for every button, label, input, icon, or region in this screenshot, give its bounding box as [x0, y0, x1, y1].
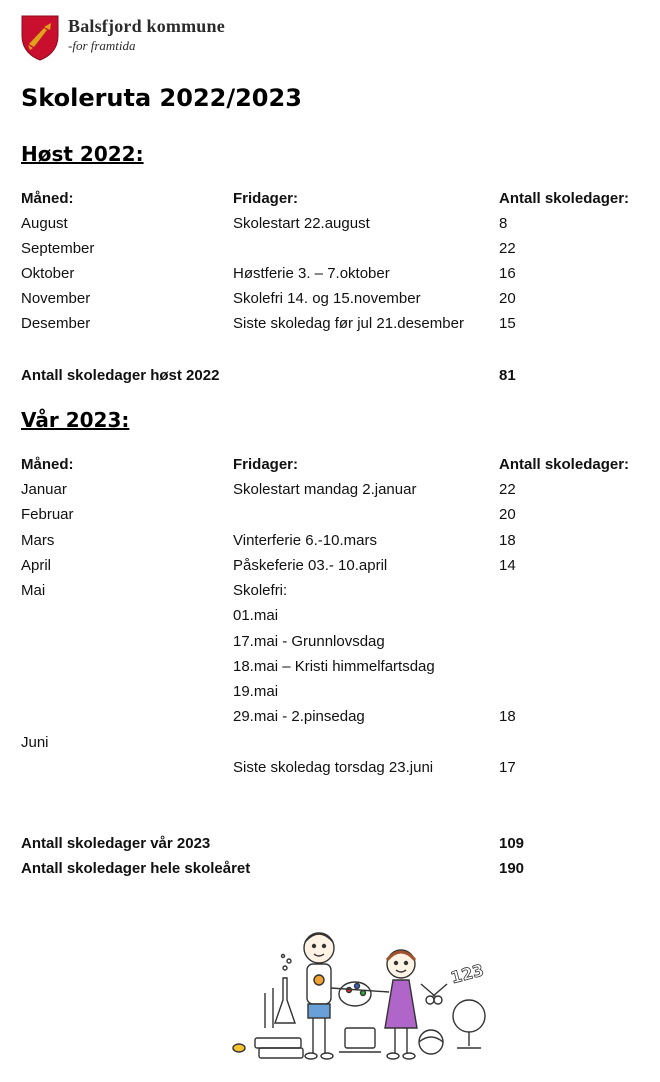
table-row [21, 605, 641, 627]
boy-head [304, 933, 334, 963]
flask-icon [275, 978, 295, 1023]
days-cell: 22 [499, 481, 516, 498]
holidays-cell: Skolestart 22.august [233, 215, 370, 232]
holidays-cell: Siste skoledag torsdag 23.juni [233, 759, 434, 776]
holidays-cell: 01.mai [233, 607, 279, 624]
holidays-cell: Skolefri 14. og 15.november [233, 290, 421, 307]
numbers-label: 123 [448, 960, 486, 988]
table-row [21, 757, 641, 779]
spring-header-row [21, 454, 641, 476]
total-value: 81 [499, 367, 516, 384]
month-cell: September [21, 240, 95, 257]
days-cell: 8 [499, 215, 508, 232]
holidays-cell: 18.mai – Kristi himmelfartsdag [233, 658, 435, 675]
holidays-cell: Høstferie 3. – 7.oktober [233, 265, 390, 282]
municipality-header [20, 14, 225, 62]
municipality-tagline: -for framtida [68, 38, 136, 53]
year-total-value: 190 [499, 860, 525, 877]
days-cell: 18 [499, 532, 516, 549]
month-cell: August [21, 215, 68, 232]
holidays-cell: 19.mai [233, 683, 279, 700]
col-month-header: Måned: [21, 190, 74, 207]
table-row [21, 732, 641, 754]
col-holidays-header: Fridager: [233, 190, 299, 207]
coat-of-arms-icon [20, 14, 60, 62]
table-row [21, 631, 641, 653]
month-cell: Mars [21, 532, 55, 549]
laptop-icon [345, 1028, 375, 1048]
days-cell: 16 [499, 265, 516, 282]
municipality-name: Balsfjord kommune [68, 16, 225, 36]
year-total-label: Antall skoledager hele skoleåret [21, 860, 251, 877]
days-cell: 18 [499, 708, 516, 725]
holidays-cell: Siste skoledag før jul 21.desember [233, 315, 464, 332]
total-value: 109 [499, 835, 525, 852]
page-title: Skoleruta 2022/2023 [21, 84, 302, 112]
municipality-brand [68, 16, 225, 54]
col-holidays-header: Fridager: [233, 456, 299, 473]
days-cell: 14 [499, 557, 516, 574]
holidays-cell: 29.mai - 2.pinsedag [233, 708, 365, 725]
table-row [21, 656, 641, 678]
table-row [21, 213, 641, 235]
holidays-cell: Skolefri: [233, 582, 288, 599]
days-cell: 17 [499, 759, 516, 776]
total-label: Antall skoledager høst 2022 [21, 367, 220, 384]
days-cell: 20 [499, 506, 516, 523]
month-cell: Februar [21, 506, 74, 523]
days-cell: 20 [499, 290, 516, 307]
table-row [21, 530, 641, 552]
table-row [21, 681, 641, 703]
spring-title: Vår 2023: [21, 408, 130, 432]
table-row [21, 555, 641, 577]
month-cell: April [21, 557, 52, 574]
table-row [21, 504, 641, 526]
autumn-header-row [21, 188, 641, 210]
ball-icon [419, 1030, 443, 1054]
globe-icon [453, 1000, 485, 1032]
month-cell: Oktober [21, 265, 75, 282]
month-cell: Juni [21, 734, 49, 751]
holidays-cell: Påskeferie 03.- 10.april [233, 557, 388, 574]
col-days-header: Antall skoledager: [499, 456, 630, 473]
month-cell: Mai [21, 582, 46, 599]
holidays-cell: Vinterferie 6.-10.mars [233, 532, 377, 549]
autumn-total-row [21, 365, 641, 387]
table-row [21, 706, 641, 728]
holidays-cell: Skolestart mandag 2.januar [233, 481, 417, 498]
spring-total-row [21, 833, 641, 855]
col-days-header: Antall skoledager: [499, 190, 630, 207]
year-total-row [21, 858, 641, 880]
month-cell: November [21, 290, 91, 307]
total-label: Antall skoledager vår 2023 [21, 835, 211, 852]
table-row [21, 479, 641, 501]
table-row [21, 263, 641, 285]
school-kids-illustration [225, 928, 495, 1068]
month-cell: Desember [21, 315, 91, 332]
holidays-cell: 17.mai - Grunnlovsdag [233, 633, 385, 650]
month-cell: Januar [21, 481, 67, 498]
col-month-header: Måned: [21, 456, 74, 473]
table-row [21, 313, 641, 335]
autumn-title: Høst 2022: [21, 142, 144, 166]
table-row [21, 238, 641, 260]
days-cell: 15 [499, 315, 516, 332]
days-cell: 22 [499, 240, 516, 257]
book-icon [255, 1038, 301, 1048]
table-row [21, 288, 641, 310]
table-row [21, 580, 641, 602]
